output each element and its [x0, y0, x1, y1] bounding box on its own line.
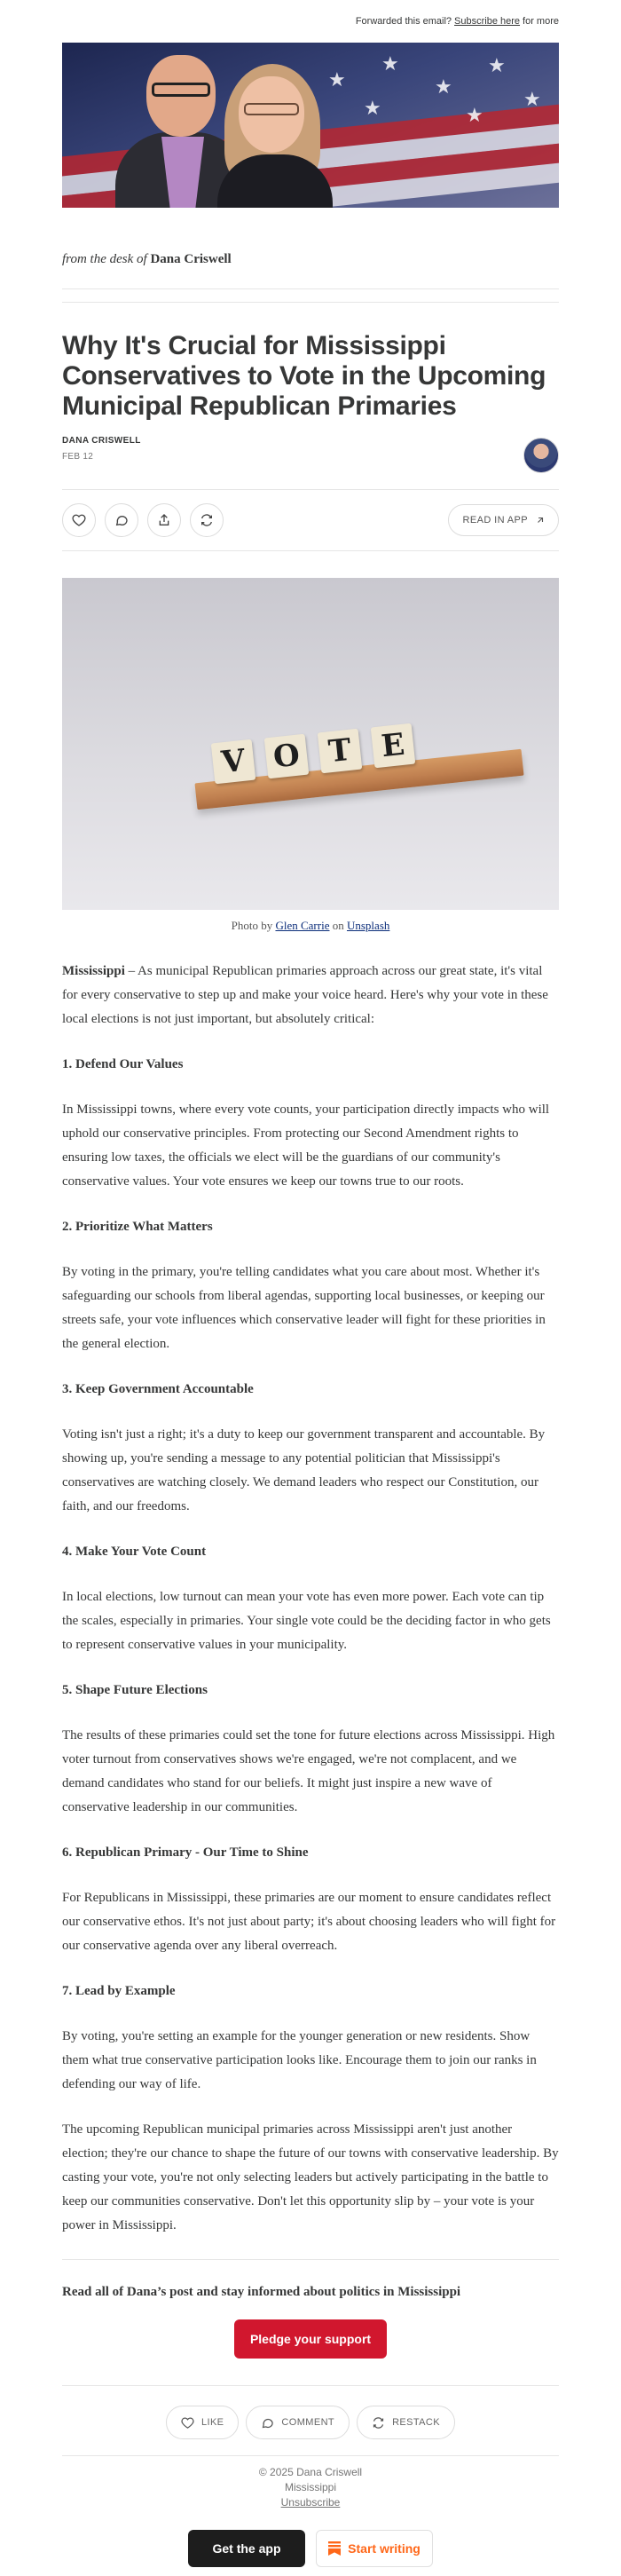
section-heading: 3. Keep Government Accountable [62, 1382, 254, 1396]
section-paragraph: By voting, you're setting an example for the younger generation or new residents. Show them what true conservative participation looks like. Encourage them to join our ranks in defending our way of life. [62, 2029, 537, 2091]
author-avatar[interactable] [523, 438, 559, 473]
article-body [62, 960, 559, 2238]
forwarded-text: Forwarded this email? [355, 16, 452, 27]
section-paragraph: For Republicans in Mississippi, these primaries are our moment to ensure candidates reflect our conservative ethos. It's not just about party; it's about choosing leaders who will fight for our conservative agenda over any liberal overreach. [62, 1891, 556, 1953]
start-writing-label: Start writing [348, 2541, 421, 2556]
email-container [62, 0, 559, 2576]
header-banner-image: ★ ★ ★ ★ ★ ★ ★ [62, 43, 559, 208]
restack-button[interactable] [190, 503, 224, 537]
post-action-bar [62, 489, 559, 551]
letter-tile: T [318, 729, 363, 774]
heart-icon [72, 513, 86, 527]
get-the-app-button[interactable]: Get the app [188, 2530, 305, 2567]
location-text: Mississippi [284, 2481, 336, 2493]
from-desk-label: from the desk of [62, 252, 147, 266]
footer-actions [62, 2385, 559, 2439]
share-button[interactable] [147, 503, 181, 537]
footer-fineprint [62, 2455, 559, 2510]
byline [62, 436, 559, 473]
post-title[interactable]: Why It's Crucial for Mississippi Conservatives to Vote in the Upcoming Municipal Republican Primaries [62, 331, 546, 421]
vote-tiles-photo[interactable] [62, 578, 559, 910]
intro-paragraph [62, 960, 559, 1031]
app-buttons [62, 2530, 559, 2576]
caption-prefix: Photo by [231, 919, 273, 932]
section-heading: 5. Shape Future Elections [62, 1683, 208, 1697]
unsplash-link[interactable]: Unsplash [346, 919, 390, 932]
cta-heading: Read all of Dana’s post and stay informed about politics in Mississippi [62, 2285, 461, 2299]
intro-text: – As municipal Republican primaries approach across our great state, it's vital for every conservative to step up and make your voice heard. Here's why your vote in these local elections is not just important, but absolutely critical: [62, 964, 548, 1026]
comment-icon [261, 2416, 274, 2430]
section-paragraph: By voting in the primary, you're telling candidates what you care about most. Whether it's safeguarding our schools from liberal agendas, supporting local businesses, or keeping our streets safe, your vote influences which conservative leader will fight for these priorities in the general election. [62, 1265, 546, 1351]
footer-like-button[interactable] [166, 2406, 239, 2439]
section-paragraph: In local elections, low turnout can mean your vote has even more power. Each vote can tip the scales, especially in primaries. Your single vote could be the deciding factor in who gets to represent conservative values in your municipality. [62, 1590, 551, 1652]
section-heading: 6. Republican Primary - Our Time to Shine [62, 1845, 309, 1860]
section-heading: 2. Prioritize What Matters [62, 1220, 213, 1234]
unsubscribe-link[interactable]: Unsubscribe [280, 2496, 341, 2509]
letter-tile: E [371, 723, 416, 769]
read-in-app-button[interactable] [448, 504, 559, 536]
comment-button[interactable] [105, 503, 138, 537]
divider [62, 288, 559, 289]
section-heading: 4. Make Your Vote Count [62, 1545, 207, 1559]
letter-tile: O [264, 734, 310, 779]
subscribe-link[interactable]: Subscribe here [454, 16, 521, 27]
caption-on: on [332, 919, 344, 932]
from-desk-line [62, 252, 559, 267]
forward-bar [62, 0, 559, 43]
footer-restack-button[interactable] [357, 2406, 455, 2439]
pledge-support-button[interactable]: Pledge your support [234, 2319, 387, 2359]
desk-author-name: Dana Criswell [150, 252, 232, 266]
letter-tile: V [211, 739, 256, 785]
divider [62, 2259, 559, 2260]
read-in-app-label: READ IN APP [462, 515, 528, 525]
divider [62, 302, 559, 303]
section-paragraph: In Mississippi towns, where every vote counts, your participation directly impacts who will uphold our conservative principles. From protecting our Second Amendment rights to ensuring low taxes, the officials we elect will be the guardians of our community's conservative values. Your vote ensures we keep our towns true to our roots. [62, 1102, 550, 1189]
heart-icon [181, 2416, 194, 2430]
section-heading: 1. Defend Our Values [62, 1057, 184, 1071]
footer-comment-button[interactable] [246, 2406, 350, 2439]
arrow-up-right-icon [535, 515, 546, 525]
like-button[interactable] [62, 503, 96, 537]
photo-caption [62, 919, 559, 933]
intro-lead: Mississippi [62, 964, 125, 978]
photographer-link[interactable]: Glen Carrie [275, 919, 330, 932]
start-writing-button[interactable] [316, 2530, 433, 2567]
substack-logo-icon [328, 2541, 341, 2556]
comment-icon [114, 513, 129, 527]
share-icon [157, 513, 171, 527]
closing-paragraph: The upcoming Republican municipal primaries across Mississippi aren't just another election; they're our chance to shape the future of our towns with conservative leadership. By casting your vote, you're not only selecting leaders but actively participating in the battle to keep our communities conservative. Don't let this opportunity slip by – your vote is your power in Mississippi. [62, 2122, 559, 2232]
for-more-text: for more [523, 16, 559, 27]
post-date: FEB 12 [62, 452, 94, 462]
comment-label: COMMENT [281, 2417, 335, 2428]
section-paragraph: The results of these primaries could set the tone for future elections across Mississippi. High voter turnout from conservatives shows we're engaged, we're not complacent, and we demand candidates who stand for our beliefs. It might just inspire a new wave of conservative leadership in our communities. [62, 1728, 555, 1814]
copyright-text: © 2025 Dana Criswell [258, 2466, 363, 2478]
post-author[interactable]: DANA CRISWELL [62, 436, 141, 446]
like-label: LIKE [200, 2417, 224, 2428]
section-heading: 7. Lead by Example [62, 1984, 176, 1998]
restack-label: RESTACK [392, 2417, 441, 2428]
section-paragraph: Voting isn't just a right; it's a duty to keep our government transparent and accountable. By showing up, you're sending a message to any potential politician that Mississippi's conservatives are watching closely. We demand leaders who respect our Constitution, our faith, and our freedoms. [62, 1427, 546, 1513]
restack-icon [200, 513, 214, 527]
restack-icon [372, 2416, 385, 2430]
